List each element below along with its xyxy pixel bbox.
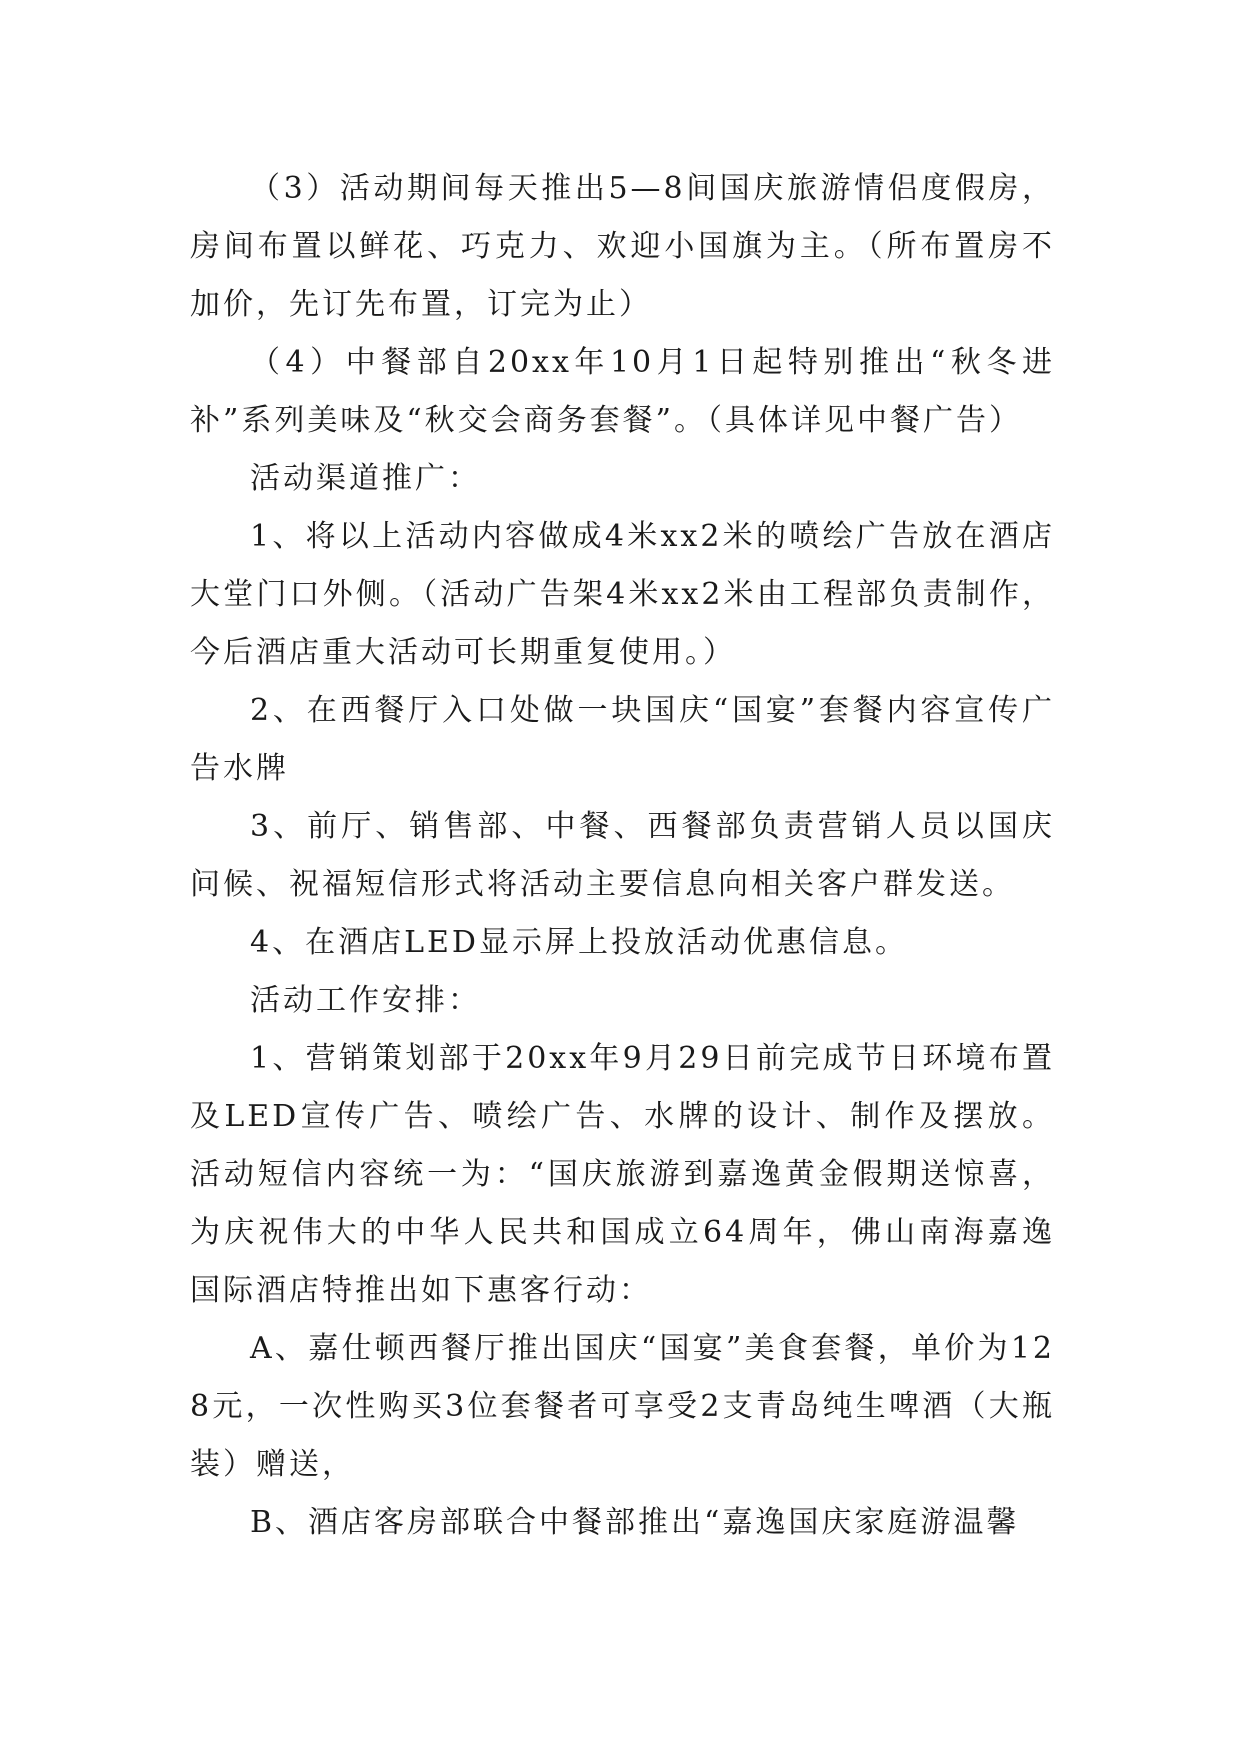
paragraph-led-screen: 4、在酒店LED显示屏上投放活动优惠信息。 xyxy=(250,925,908,960)
document-body xyxy=(190,160,1055,1552)
paragraph-offer-a: A、嘉仕顿西餐厅推出国庆“国宴”美食套餐，单价为128元，一次性购买3位套餐者可享受2支青岛纯生啤酒（大瓶装）赠送， xyxy=(190,1331,1055,1482)
paragraph-marketing-department: 1、营销策划部于20xx年9月29日前完成节日环境布置及LED宣传广告、喷绘广告、水牌的设计、制作及摆放。活动短信内容统一为：“国庆旅游到嘉逸黄金假期送惊喜，为庆祝伟大的中华人民共和国成立64周年，佛山南海嘉逸国际酒店特推出如下惠客行动： xyxy=(190,1041,1055,1308)
paragraph-banner-ad: 1、将以上活动内容做成4米xx2米的喷绘广告放在酒店大堂门口外侧。（活动广告架4米xx2米由工程部负责制作，今后酒店重大活动可长期重复使用。） xyxy=(190,519,1055,670)
paragraph-offer-b: B、酒店客房部联合中餐部推出“嘉逸国庆家庭游温馨 xyxy=(250,1505,1020,1540)
heading-work-arrangement: 活动工作安排： xyxy=(250,983,481,1018)
paragraph-western-restaurant-sign: 2、在西餐厅入口处做一块国庆“国宴”套餐内容宣传广告水牌 xyxy=(190,693,1055,786)
paragraph-sms-promotion: 3、前厅、销售部、中餐、西餐部负责营销人员以国庆问候、祝福短信形式将活动主要信息向相关客户群发送。 xyxy=(190,809,1055,902)
paragraph-chinese-restaurant: （4）中餐部自20xx年10月1日起特别推出“秋冬进补”系列美味及“秋交会商务套餐”。（具体详见中餐广告） xyxy=(190,345,1055,438)
heading-channel-promotion: 活动渠道推广： xyxy=(250,461,481,496)
paragraph-couple-rooms: （3）活动期间每天推出5—8间国庆旅游情侣度假房，房间布置以鲜花、巧克力、欢迎小国旗为主。（所布置房不加价，先订先布置，订完为止） xyxy=(190,171,1055,322)
